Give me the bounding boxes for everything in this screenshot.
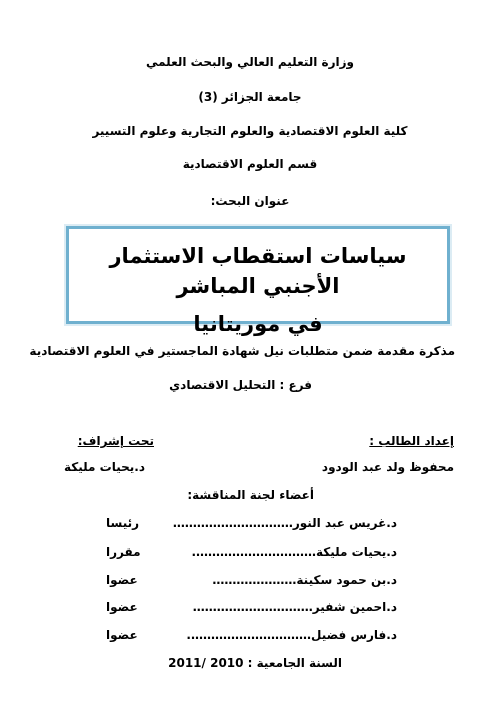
university-name: جامعة الجزائر (3) (198, 90, 302, 104)
committee-member-name: د.بن حمود سكينة………………… (212, 573, 397, 587)
committee-member-name: د.غريس عبد النور………………………… (172, 516, 397, 530)
research-title-label: عنوان البحث: (210, 194, 290, 208)
department-name: قسم العلوم الاقتصادية (182, 157, 318, 171)
committee-member-role: عضوا (106, 573, 138, 587)
committee-member-role: عضوا (106, 628, 138, 642)
supervisor-name: د.يحيات مليكة (64, 460, 145, 474)
student-label: إعداد الطالب : (369, 434, 454, 448)
committee-member-role: رئيسا (106, 516, 140, 530)
memo-description: مذكرة مقدمة ضمن متطلبات نيل شهادة الماجستير في العلوم الاقتصادية (29, 344, 455, 358)
faculty-name: كلية العلوم الاقتصادية والعلوم التجارية وعلوم التسيير (92, 124, 408, 138)
memo-branch: فرع : التحليل الاقتصادي (169, 378, 312, 392)
ministry-name: وزارة التعليم العالي والبحث العلمي (145, 55, 355, 69)
committee-heading: أعضاء لجنة المناقشة: (187, 488, 314, 502)
thesis-title-line1: سياسات استقطاب الاستثمار الأجنبي المباشر (109, 244, 407, 298)
committee-member-role: عضوا (106, 600, 138, 614)
academic-year: السنة الجامعية : 2010 /2011 (168, 656, 342, 670)
thesis-title-box (66, 226, 450, 336)
committee-member-name: د.يحيات مليكة…………………………. (191, 545, 397, 559)
student-name: محفوظ ولد عبد الودود (321, 460, 454, 474)
supervisor-label: تحت إشراف: (77, 434, 154, 448)
committee-member-role: مقررا (106, 545, 141, 559)
committee-member-name: د.فارس فضيل…………………………. (186, 628, 397, 642)
committee-member-name: د.احمين شفير………………………… (192, 600, 397, 614)
thesis-title-line2: في موريتانيا (193, 312, 323, 336)
